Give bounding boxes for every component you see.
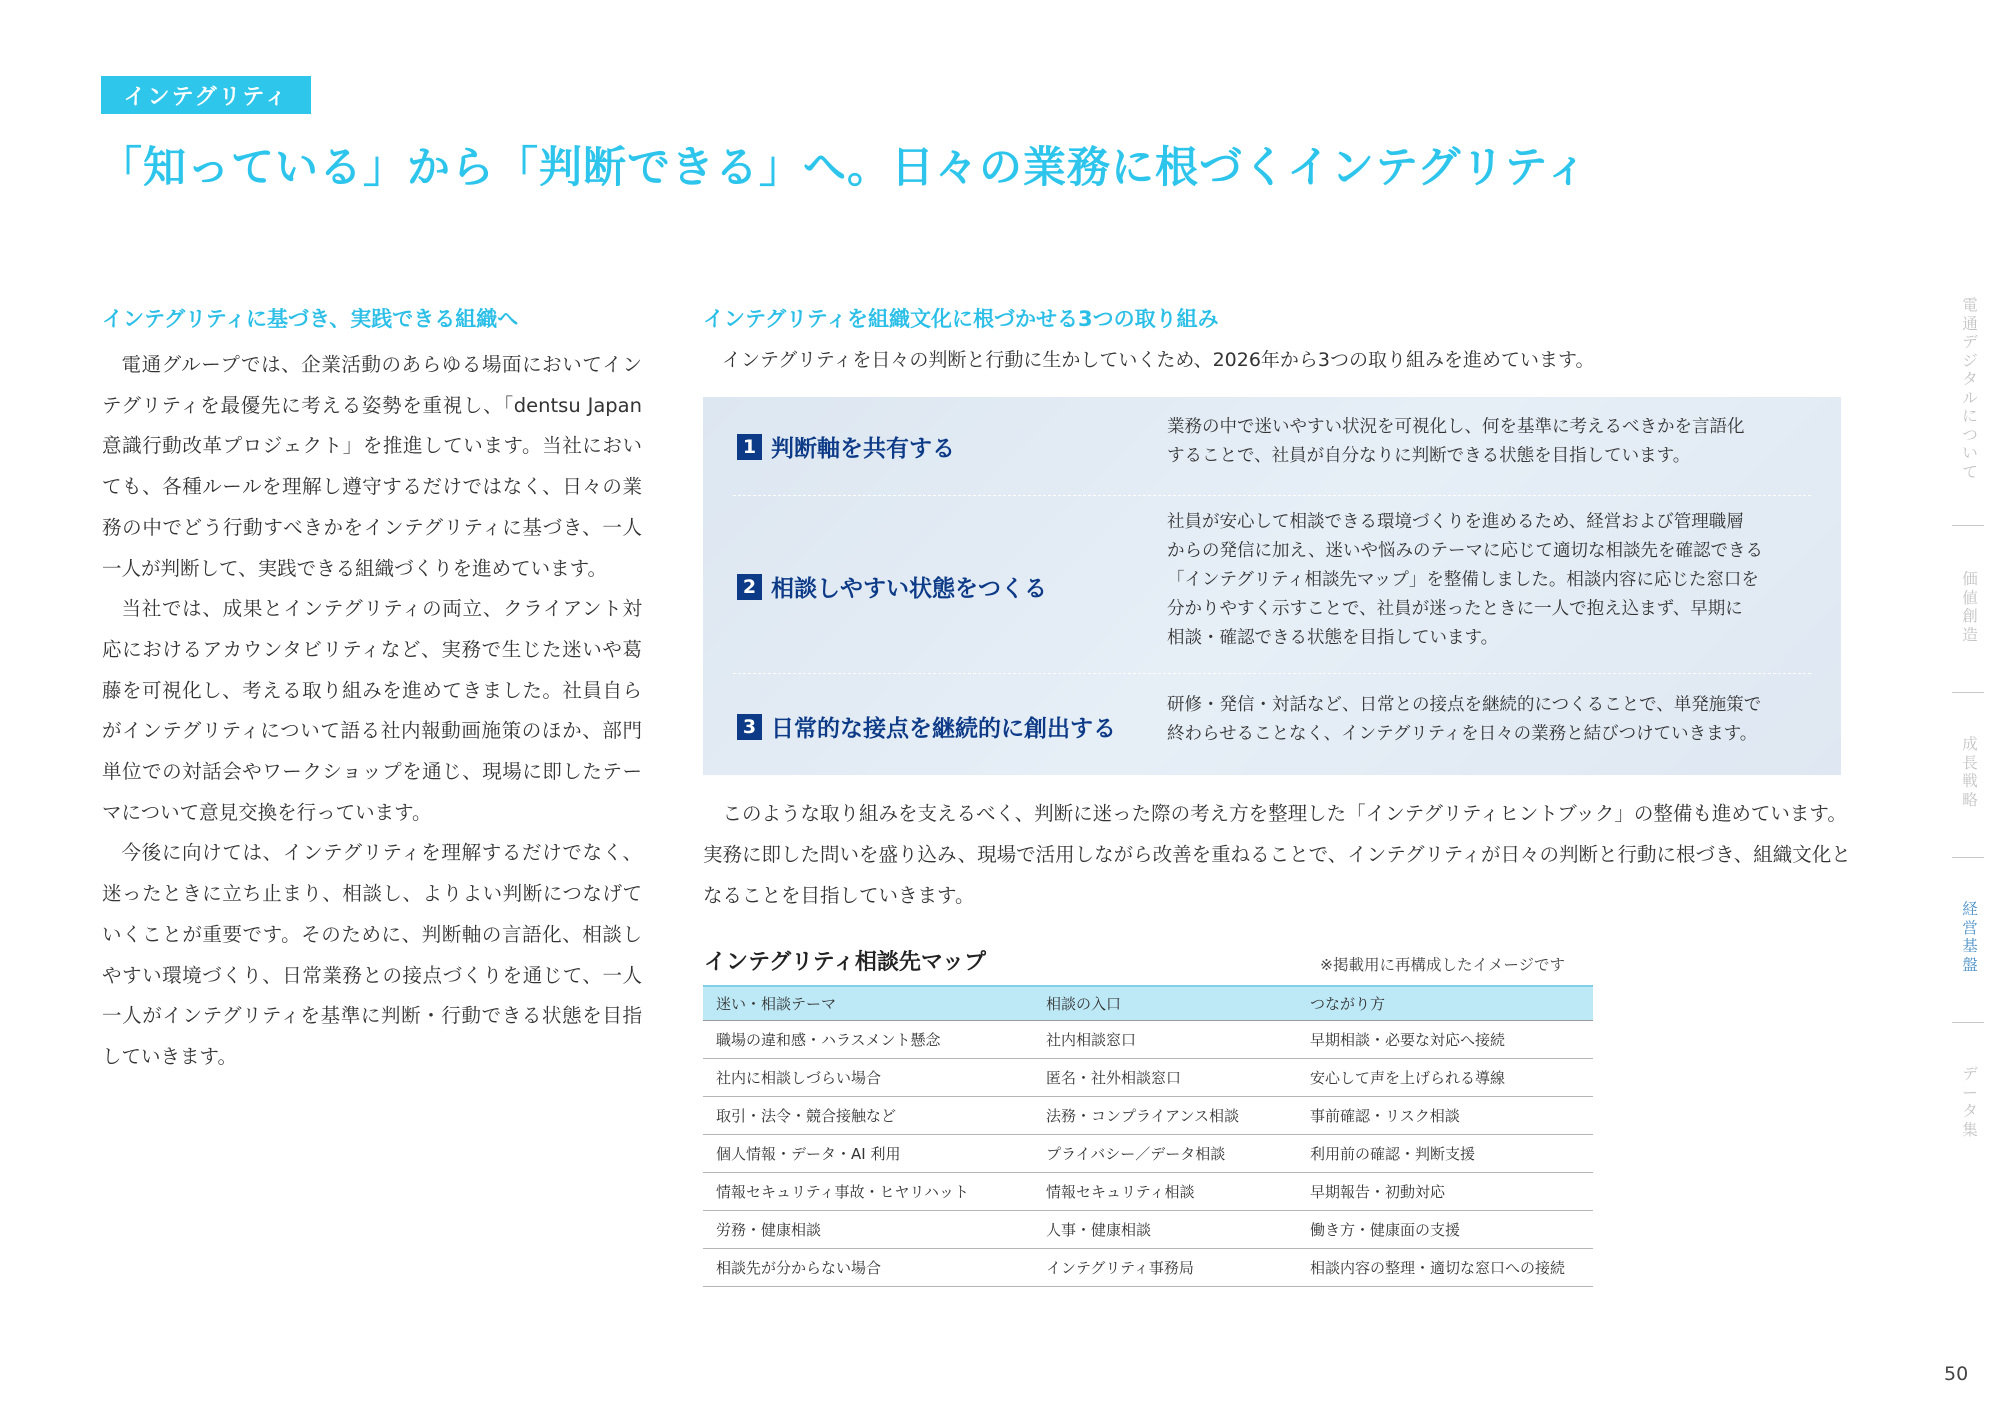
table-row [703,1021,1593,1059]
nav-char: 電 [1962,296,1978,314]
initiatives-panel [703,397,1841,775]
description-line: 研修・発信・対話など、日常との接点を継続的につくることで、単発施策で [1167,695,1762,715]
nav-char: 創 [1962,607,1978,625]
column-header: つながり方 [1297,986,1593,1021]
description-line: 「インテグリティ相談先マップ」を整備しました。相談内容に応じた窓口を [1167,570,1759,590]
nav-char: 通 [1962,314,1978,333]
side-nav-item-data[interactable] [1945,1065,1995,1139]
table-cell: 利用前の確認・判断支援 [1297,1135,1593,1173]
initiatives-intro: インテグリティを日々の判断と行動に生かしていくため、2026年から3つの取り組みを進めています。 [722,349,1595,371]
table-cell: 取引・法令・競合接触など [703,1097,1033,1135]
closing-paragraph: このような取り組みを支えるべく、判断に迷った際の考え方を整理した「インテグリティヒントブック」の整備も進めています。実務に即した問いを盛り込み、現場で活用しながら改善を重ねることで、インテグリティが日々の判断と行動に根づき、組織文化となることを目指していきます。 [703,802,1851,907]
initiative-number-badge: 2 [737,574,762,600]
description-line: 相談・確認できる状態を目指しています。 [1167,628,1499,648]
left-paragraph-3: 今後に向けては、インテグリティを理解するだけでなく、迷ったときに立ち止まり、相談し、よりよい判断につなげていくことが重要です。そのために、判断軸の言語化、相談しやすい環境づくり、日常業務との接点づくりを通じて、一人一人がインテグリティを基準に判断・行動できる状態を目指していきます。 [102,841,642,1068]
nav-char: い [1962,444,1978,462]
nav-char: タ [1962,1102,1978,1120]
nav-char: ジ [1962,351,1978,370]
initiative-title [737,570,1047,603]
table-row [703,1173,1593,1211]
initiative-title [737,430,955,463]
table-cell: 職場の違和感・ハラスメント懸念 [703,1021,1033,1059]
table-cell: 情報セキュリティ事故・ヒヤリハット [703,1173,1033,1211]
table-cell: プライバシー／データ相談 [1033,1135,1297,1173]
column-header: 迷い・相談テーマ [703,986,1033,1021]
nav-char: 盤 [1962,955,1978,974]
initiative-number-badge: 1 [737,434,762,460]
nav-char: 集 [1962,1120,1978,1139]
table-cell: 人事・健康相談 [1033,1211,1297,1249]
table-row [703,1249,1593,1287]
nav-char: デ [1962,333,1978,351]
nav-char: 長 [1962,753,1978,772]
table-cell: 働き方・健康面の支援 [1297,1211,1593,1249]
table-cell: 早期相談・必要な対応へ接続 [1297,1021,1593,1059]
left-paragraph-1: 電通グループでは、企業活動のあらゆる場面においてインテグリティを最優先に考える姿勢を重視し、「dentsu Japan意識行動改革プロジェクト」を推進しています。当社においても、各種ルールを理解し遵守するだけではなく、日々の業務の中でどう行動すべきかをインテグリティに基づき、一人一人が判断して、実践できる組織づくりを進めています。 [102,353,642,580]
table-cell: 社内相談窓口 [1033,1021,1297,1059]
initiative-title-text: 日常的な接点を継続的に創出する [771,716,1116,742]
side-nav-item-management-foundation[interactable] [1945,900,1995,974]
nav-char: 基 [1962,937,1978,955]
left-body-text [102,345,642,1078]
table-row [703,1211,1593,1249]
table-cell: 事前確認・リスク相談 [1297,1097,1593,1135]
description-line: 業務の中で迷いやすい状況を可視化し、何を基準に考えるべきかを言語化 [1167,417,1745,437]
nav-char: に [1962,407,1978,425]
nav-char: デ [1962,1065,1978,1083]
table-row [703,1059,1593,1097]
table-cell: 安心して声を上げられる導線 [1297,1059,1593,1097]
table-cell: 個人情報・データ・AI 利用 [703,1135,1033,1173]
initiative-description [1167,691,1827,749]
nav-char: 造 [1962,625,1978,644]
initiative-description [1167,508,1827,653]
nav-char: 価 [1962,570,1978,588]
category-tag: インテグリティ [101,76,311,114]
nav-char: 略 [1962,790,1978,809]
table-cell: 相談先が分からない場合 [703,1249,1033,1287]
description-line: からの発信に加え、迷いや悩みのテーマに応じて適切な相談先を確認できる [1167,541,1764,561]
nav-char: タ [1962,370,1978,388]
initiative-row [703,496,1841,673]
initiative-row [703,674,1841,775]
nav-char: つ [1962,425,1978,444]
nav-char: ー [1962,1083,1978,1102]
description-line: 分かりやすく示すことで、社員が迷ったときに一人で抱え込まず、早期に [1167,599,1743,619]
nav-char: 値 [1962,588,1978,607]
left-section-title: インテグリティに基づき、実践できる組織へ [102,307,519,331]
table-row [703,1135,1593,1173]
consultation-map-table [703,985,1593,1287]
nav-char: 営 [1962,918,1978,937]
nav-divider [1952,692,1984,693]
table-cell: 相談内容の整理・適切な窓口への接続 [1297,1249,1593,1287]
consultation-map-note: ※掲載用に再構成したイメージです [1320,956,1566,974]
left-paragraph-2: 当社では、成果とインテグリティの両立、クライアント対応におけるアカウンタビリティなど、実務で生じた迷いや葛藤を可視化し、考える取り組みを進めてきました。社員自らがインテグリティについて語る社内報動画施策のほか、部門単位での対話会やワークショップを通じ、現場に即したテーマについて意見交換を行っています。 [102,597,642,824]
description-line: することで、社員が自分なりに判断できる状態を目指しています。 [1167,446,1691,466]
nav-char: 成 [1962,735,1978,753]
table-cell: 社内に相談しづらい場合 [703,1059,1033,1097]
table-cell: インテグリティ事務局 [1033,1249,1297,1287]
page-headline: 「知っている」から「判断できる」へ。日々の業務に根づくインテグリティ [99,143,1589,193]
side-nav-item-value-creation[interactable] [1945,570,1995,644]
consultation-map-title: インテグリティ相談先マップ [704,950,987,975]
initiative-number-badge: 3 [737,714,762,740]
table-cell: 法務・コンプライアンス相談 [1033,1097,1297,1135]
side-nav-item-growth-strategy[interactable] [1945,735,1995,809]
initiative-description [1167,413,1827,471]
nav-char: 経 [1962,900,1978,918]
nav-divider [1952,857,1984,858]
nav-divider [1952,525,1984,526]
column-header: 相談の入口 [1033,986,1297,1021]
side-nav-item-about[interactable] [1945,296,1995,481]
table-cell: 匿名・社外相談窓口 [1033,1059,1297,1097]
description-line: 社員が安心して相談できる環境づくりを進めるため、経営および管理職層 [1167,512,1744,532]
initiative-title-text: 相談しやすい状態をつくる [771,576,1047,602]
table-cell: 労務・健康相談 [703,1211,1033,1249]
table-header-row [703,986,1593,1021]
nav-char: て [1962,462,1978,481]
right-section-title: インテグリティを組織文化に根づかせる3つの取り組み [703,307,1219,331]
table-row [703,1097,1593,1135]
description-line: 終わらせることなく、インテグリティを日々の業務と結びつけていきます。 [1167,724,1758,744]
nav-char: ル [1962,388,1978,407]
table-cell: 情報セキュリティ相談 [1033,1173,1297,1211]
nav-divider [1952,1022,1984,1023]
initiative-title [737,710,1116,743]
initiative-row [703,397,1841,495]
table-cell: 早期報告・初動対応 [1297,1173,1593,1211]
page-number: 50 [1944,1363,1969,1385]
nav-char: 戦 [1962,772,1978,790]
initiative-title-text: 判断軸を共有する [771,436,955,462]
